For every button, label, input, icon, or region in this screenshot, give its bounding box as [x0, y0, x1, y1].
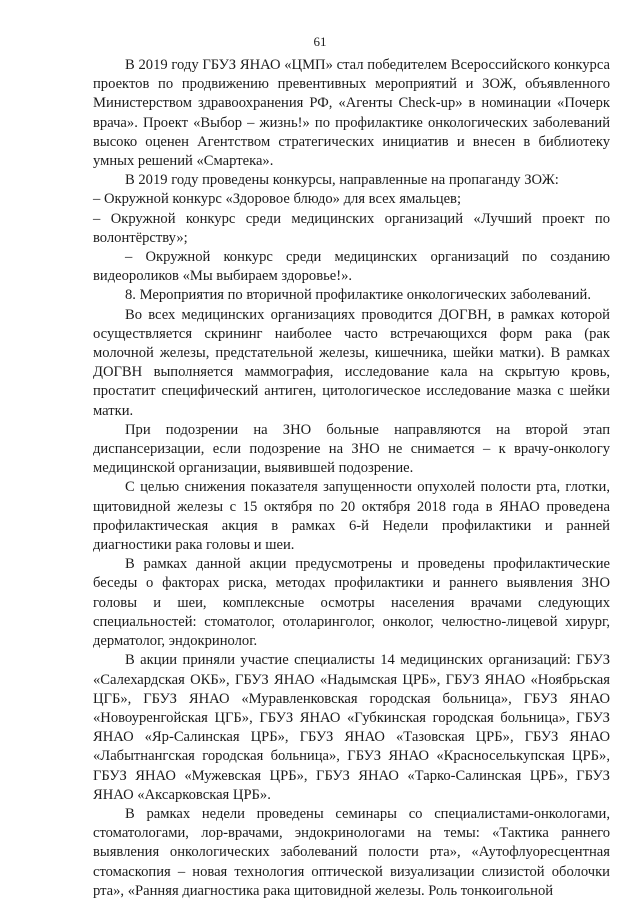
- document-body: [93, 56, 610, 901]
- list-item-videos: – Окружной конкурс среди медицинских организаций по созданию видеороликов «Мы выбираем здоровье!».: [93, 249, 610, 285]
- paragraph-action-details: В рамках данной акции предусмотрены и проведены профилактические беседы о факторах риска, методах профилактики и раннего выявления ЗНО головы и шеи, комплексные осмотры населения врачами следующих специальностей: стоматолог, отоларинголог, онколог, челюстно-лицевой хирург, дерматолог, эндокринолог.: [93, 556, 610, 650]
- paragraph-screening: Во всех медицинских организациях проводится ДОГВН, в рамках которой осуществляется скрининг наиболее часто встречающихся форм рака (рак молочной железы, предстательной железы, кишечника, шейки матки). В рамках ДОГВН выполняется маммография, исследование кала на скрытую кровь, простатит специфический антиген, цитологическое исследование мазка с шейки матки.: [93, 306, 610, 419]
- section-heading-secondary-prevention: 8. Мероприятия по вторичной профилактике онкологических заболеваний.: [125, 287, 591, 304]
- paragraph-seminars: В рамках недели проведены семинары со специалистами-онкологами, стоматологами, лор-врачами, эндокринологами на темы: «Тактика раннего выявления онкологических заболеваний полости рта», «Аутофлуоресцентная стомаскопия – новая технология оптической визуализации слизистой оболочки рта», «Ранняя диагностика рака щитовидной железы. Роль тонкоигольной: [93, 805, 610, 899]
- paragraph-contests-intro: В 2019 году проведены конкурсы, направленные на пропаганду ЗОЖ:: [125, 172, 559, 189]
- paragraph-participants: В акции приняли участие специалисты 14 медицинских организаций: ГБУЗ «Салехардская ОКБ», ГБУЗ ЯНАО «Надымская ЦРБ», ГБУЗ ЯНАО «Ноябрьская ЦГБ», ГБУЗ ЯНАО «Муравленковская городская больница», ГБУЗ ЯНАО «Новоуренгойская ЦГБ», ГБУЗ ЯНАО «Губкинская городская больница», ГБУЗ ЯНАО «Яр-Салинская ЦРБ», ГБУЗ ЯНАО «Тазовская ЦРБ», ГБУЗ ЯНАО «Лабытнангская городская больница», ГБУЗ ЯНАО «Красноселькупская ЦРБ», ГБУЗ ЯНАО «Мужевская ЦРБ», ГБУЗ ЯНАО «Тарко-Салинская ЦРБ», ГБУЗ ЯНАО «Аксарковская ЦРБ».: [93, 652, 610, 803]
- page-number: 61: [313, 34, 327, 49]
- list-item-volunteering: – Окружной конкурс среди медицинских организаций «Лучший проект по волонтёрству»;: [93, 210, 610, 246]
- paragraph-contest-2019: В 2019 году ГБУЗ ЯНАО «ЦМП» стал победителем Всероссийского конкурса проектов по продвижению превентивных мероприятий и ЗОЖ, объявленного Министерством здравоохранения РФ, «Агенты Check-up» в номинации «Почерк врача». Проект «Выбор – жизнь!» по профилактике онкологических заболеваний высоко оценен Агентством стратегических инициатив и внесен в библиотеку умных решений «Смартека».: [93, 57, 610, 170]
- paragraph-action-week: С целью снижения показателя запущенности опухолей полости рта, глотки, щитовидной железы с 15 октября по 20 октября 2018 года в ЯНАО проведена профилактическая акция в рамках 6-й Недели профилактики и ранней диагностики рака головы и шеи.: [93, 479, 610, 554]
- paragraph-suspicion: При подозрении на ЗНО больные направляются на второй этап диспансеризации, если подозрение на ЗНО не снимается – к врачу-онкологу медицинской организации, выявившей подозрение.: [93, 421, 610, 477]
- list-item-healthy-dish: – Окружной конкурс «Здоровое блюдо» для всех ямальцев;: [93, 191, 461, 208]
